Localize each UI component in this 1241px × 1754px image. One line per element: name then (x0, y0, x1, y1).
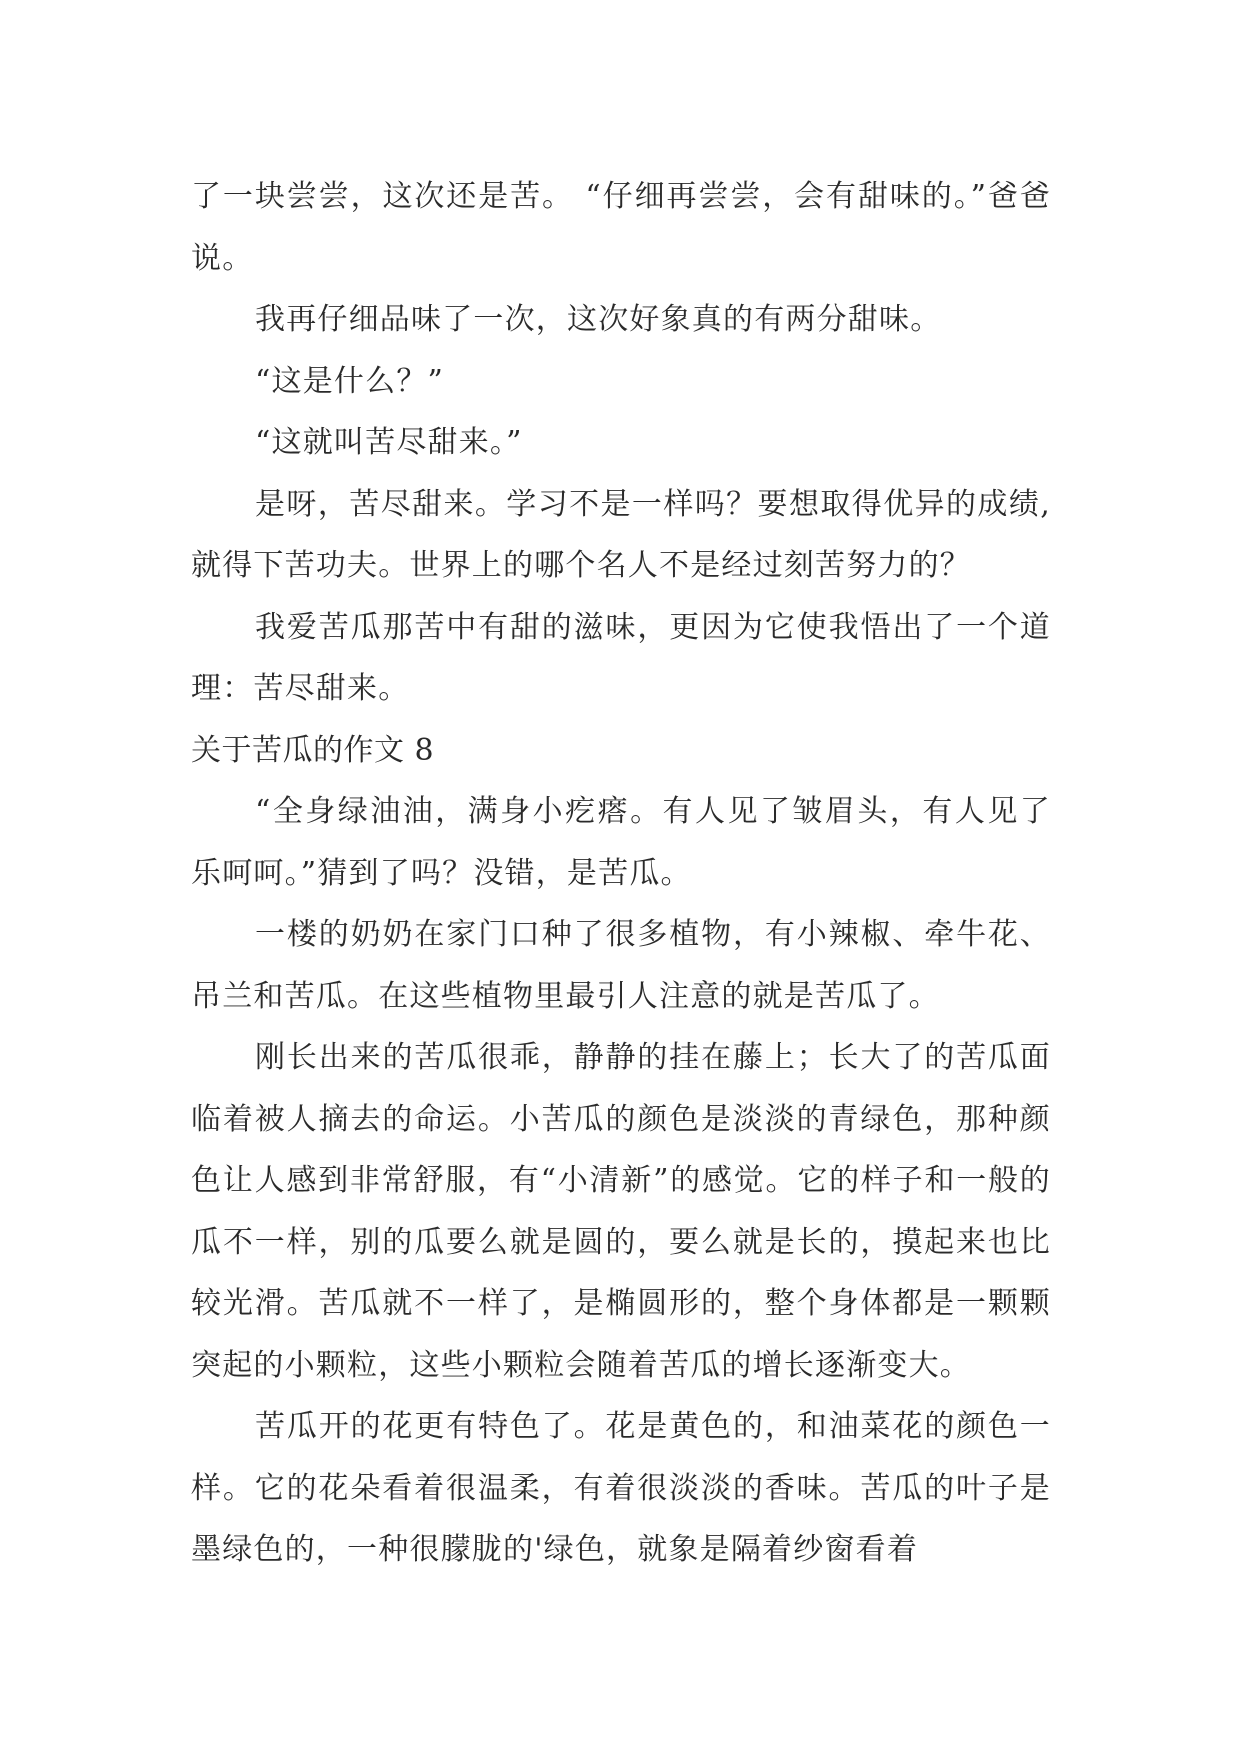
paragraph: 了一块尝尝，这次还是苦。 “仔细再尝尝，会有甜味的。”爸爸说。 (191, 179, 1051, 276)
document-body (191, 166, 1051, 1581)
paragraph: 我爱苦瓜那苦中有甜的滋味，更因为它使我悟出了一个道理：苦尽甜来。 (191, 609, 1051, 706)
paragraph: “这是什么？” (255, 363, 445, 399)
paragraph: 我再仔细品味了一次，这次好象真的有两分甜味。 (255, 302, 942, 337)
section-heading: 关于苦瓜的作文 8 (191, 732, 435, 768)
paragraph: 刚长出来的苦瓜很乖，静静的挂在藤上；长大了的苦瓜面临着被人摘去的命运。小苦瓜的颜色是淡淡的青绿色，那种颜色让人感到非常舒服，有“小清新”的感觉。它的样子和一般的瓜不一样，别的瓜要么就是圆的，要么就是长的，摸起来也比较光滑。苦瓜就不一样了，是椭圆形的，整个身体都是一颗颗突起的小颗粒，这些小颗粒会随着苦瓜的增长逐渐变大。 (191, 1040, 1051, 1383)
paragraph: 一楼的奶奶在家门口种了很多植物，有小辣椒、牵牛花、吊兰和苦瓜。在这些植物里最引人注意的就是苦瓜了。 (191, 917, 1051, 1014)
paragraph: 苦瓜开的花更有特色了。花是黄色的，和油菜花的颜色一样。它的花朵看着很温柔，有着很淡淡的香味。苦瓜的叶子是墨绿色的，一种很朦胧的'绿色，就象是隔着纱窗看着 (191, 1409, 1051, 1567)
paragraph: “这就叫苦尽甜来。” (255, 425, 523, 460)
paragraph: 是呀，苦尽甜来。学习不是一样吗？要想取得优异的成绩,就得下苦功夫。世界上的哪个名人不是经过刻苦努力的？ (191, 486, 1051, 583)
paragraph: “全身绿油油，满身小疙瘩。有人见了皱眉头，有人见了乐呵呵。”猜到了吗？没错，是苦瓜。 (191, 794, 1051, 891)
